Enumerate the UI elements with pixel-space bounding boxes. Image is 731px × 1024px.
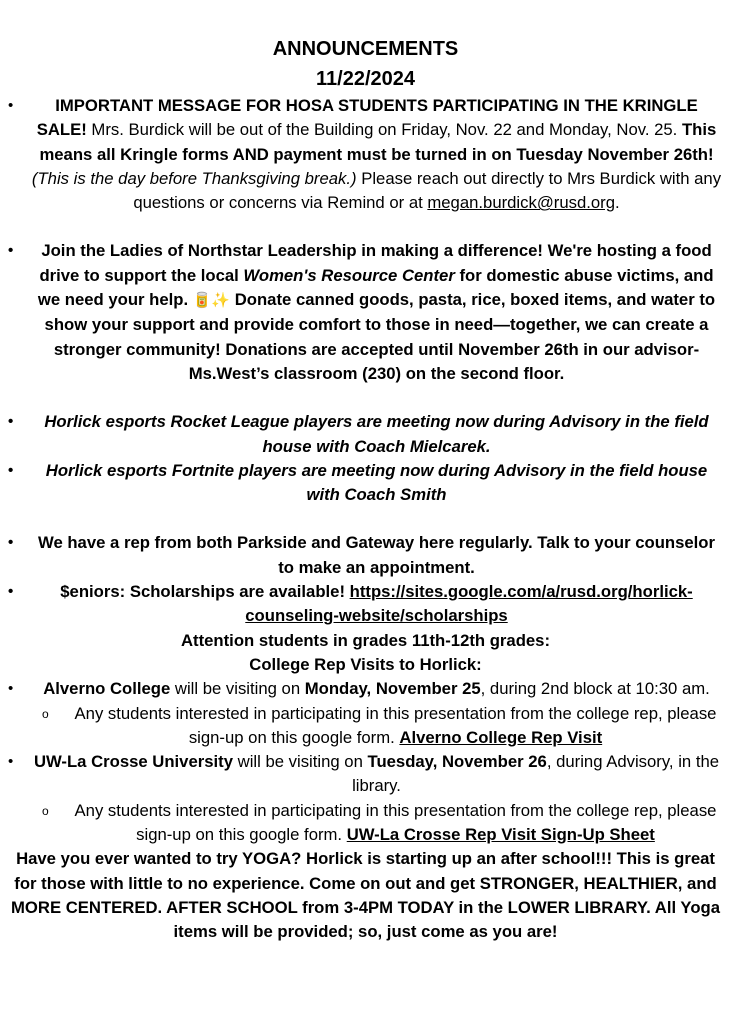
esports-fortnite xyxy=(0,459,731,508)
visit-mid: will be visiting on xyxy=(233,752,368,772)
hosa-email-link[interactable]: megan.burdick@rusd.org xyxy=(427,193,615,213)
visit-mid: will be visiting on xyxy=(170,679,305,699)
northstar-text-2: for domestic abuse victims, and we need your help. xyxy=(37,265,714,310)
hosa-deadline: This means all Kringle forms AND payment must be turned in on Tuesday November 26th! xyxy=(39,120,717,164)
bullet-icon: • xyxy=(8,461,14,479)
visit-date: Monday, November 25 xyxy=(304,679,481,699)
page-date: 11/22/2024 xyxy=(316,68,415,90)
visit-rest: , during Advisory, in the library. xyxy=(352,752,720,796)
hosa-announcement xyxy=(0,94,731,215)
visit-school: Alverno College xyxy=(43,679,171,699)
spacer xyxy=(0,215,731,239)
reps-announcement xyxy=(0,531,731,580)
yoga-announcement: Have you ever wanted to try YOGA? Horlick is starting up an after school!!! This is great for those with little to no experience. Come on out and get STRONGER, HEALTHIER, and MORE CENTERED. AFTER SCHOOL from 3-4PM TODAY in the LOWER LIBRARY. All Yoga items will be provided; so, just come as you are! xyxy=(11,849,720,942)
bullet-icon: • xyxy=(8,413,14,431)
hosa-bold-intro: IMPORTANT MESSAGE FOR HOSA STUDENTS PARTICIPATING IN THE KRINGLE SALE! xyxy=(36,96,698,140)
reps-text: We have a rep from both Parkside and Gateway here regularly. Talk to your counselor to make an appointment. xyxy=(38,533,715,577)
sub-bullet-icon: o xyxy=(42,706,49,721)
bullet-icon: • xyxy=(8,242,14,260)
visit-uw-la-crosse xyxy=(0,750,731,799)
scholarships-announcement xyxy=(0,580,731,629)
page-title: ANNOUNCEMENTS xyxy=(272,38,459,60)
signup-text: Any students interested in participating in this presentation from the college rep, please sign-up on this google form. xyxy=(74,800,717,845)
esports-rocket-league xyxy=(0,410,731,459)
visit-rest: , during 2nd block at 10:30 am. xyxy=(480,679,710,699)
hosa-contact-text: Please reach out directly to Mrs Burdick with any questions or concerns via Remind or at xyxy=(133,168,722,213)
visit-alverno-signup xyxy=(0,702,731,751)
visit-uw-la-crosse-signup xyxy=(0,799,731,848)
alverno-signup-link[interactable]: Alverno College Rep Visit xyxy=(399,727,603,747)
hosa-end: . xyxy=(615,193,620,213)
visit-alverno xyxy=(0,677,731,701)
northstar-announcement xyxy=(0,239,731,386)
bullet-icon: • xyxy=(8,97,14,114)
sub-bullet-icon: o xyxy=(42,803,49,818)
scholarships-label: $eniors: Scholarships are available! xyxy=(60,582,350,602)
hosa-text: Mrs. Burdick will be out of the Building on Friday, Nov. 22 and Monday, Nov. 25. xyxy=(86,120,682,140)
scholarships-link[interactable]: https://sites.google.com/a/rusd.org/horlick-counseling-website/scholarships xyxy=(245,582,693,626)
bullet-icon: • xyxy=(8,583,14,601)
bullet-icon: • xyxy=(8,680,14,698)
spacer xyxy=(0,386,731,410)
bullet-icon: • xyxy=(8,534,14,552)
visit-school: UW-La Crosse University xyxy=(33,752,233,772)
uw-la-crosse-signup-link[interactable]: UW-La Crosse Rep Visit Sign-Up Sheet xyxy=(346,825,655,845)
esports-rocket-league-text: Horlick esports Rocket League players are meeting now during Advisory in the field house with Coach Mielcarek. xyxy=(44,412,709,456)
spacer xyxy=(0,507,731,531)
hosa-note: (This is the day before Thanksgiving break.) xyxy=(31,168,357,188)
can-sparkles-icon: 🥫✨ xyxy=(192,292,231,310)
attention-heading: Attention students in grades 11th-12th grades: xyxy=(180,630,551,650)
esports-fortnite-text: Horlick esports Fortnite players are meeting now during Advisory in the field house with Coach Smith xyxy=(45,460,708,505)
northstar-womens-resource-center: Women's Resource Center xyxy=(243,265,455,285)
college-rep-heading: College Rep Visits to Horlick: xyxy=(249,654,482,674)
bullet-icon: • xyxy=(8,753,14,771)
northstar-text-1: Join the Ladies of Northstar Leadership in making a difference! We're hosting a food drive to support the local xyxy=(39,241,712,285)
visit-date: Tuesday, November 26 xyxy=(367,752,547,772)
signup-text: Any students interested in participating in this presentation from the college rep, please sign-up on this google form. xyxy=(74,703,717,747)
northstar-text-3: Donate canned goods, pasta, rice, boxed items, and water to show your support and provide comfort to those in need—together, we can create a stronger community! Donations are accepted until November 26th in our advisor- Ms.West’s classroom (230) on the second floor. xyxy=(44,290,716,383)
